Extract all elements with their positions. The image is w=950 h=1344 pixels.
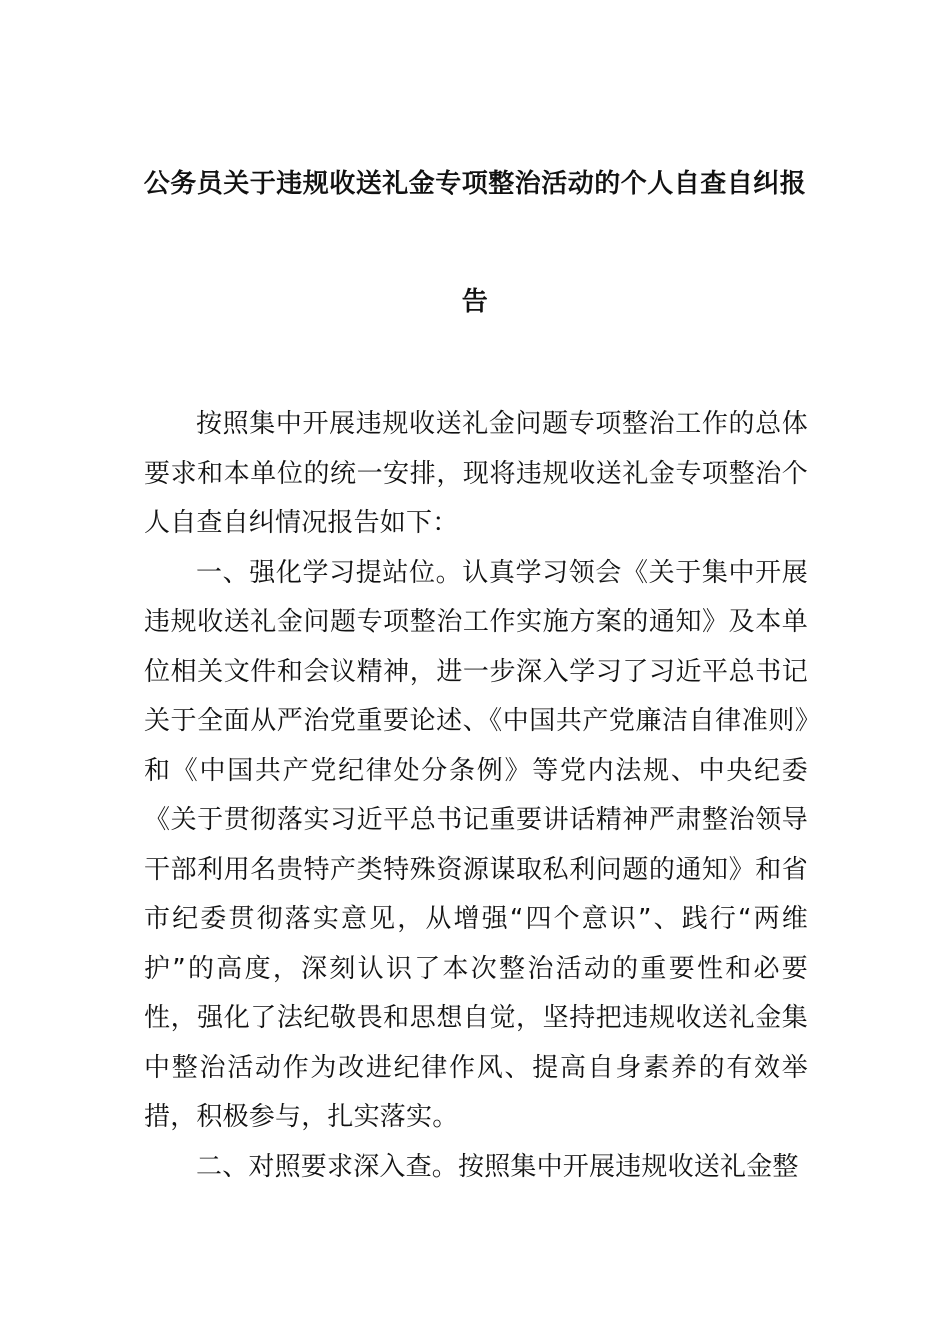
document-title-line-1: 公务员关于违规收送礼金专项整治活动的个人自查自纠报: [143, 169, 807, 199]
section-2-paragraph: 二、对照要求深入查。按照集中开展违规收送礼金整: [196, 1151, 799, 1182]
intro-paragraph: 按照集中开展违规收送礼金问题专项整治工作的总体要求和本单位的统一安排，现将违规收送礼金专项整治个人自查自纠情况报告如下：: [144, 409, 808, 538]
document-title-line-2: 告: [461, 287, 489, 317]
section-1-paragraph: 一、强化学习提站位。认真学习领会《关于集中开展违规收送礼金问题专项整治工作实施方案的通知》及本单位相关文件和会议精神，进一步深入学习了习近平总书记关于全面从严治党重要论述、《中国共产党廉洁自律准则》和《中国共产党纪律处分条例》等党内法规、中央纪委《关于贯彻落实习近平总书记重要讲话精神严肃整治领导干部利用名贵特产类特殊资源谋取私利问题的通知》和省市纪委贯彻落实意见，从增强“四个意识”、践行“两维护”的高度，深刻认识了本次整治活动的重要性和必要性，强化了法纪敬畏和思想自觉，坚持把违规收送礼金集中整治活动作为改进纪律作风、提高自身素养的有效举措，积极参与，扎实落实。: [144, 557, 808, 1132]
document-body: [144, 400, 808, 1192]
